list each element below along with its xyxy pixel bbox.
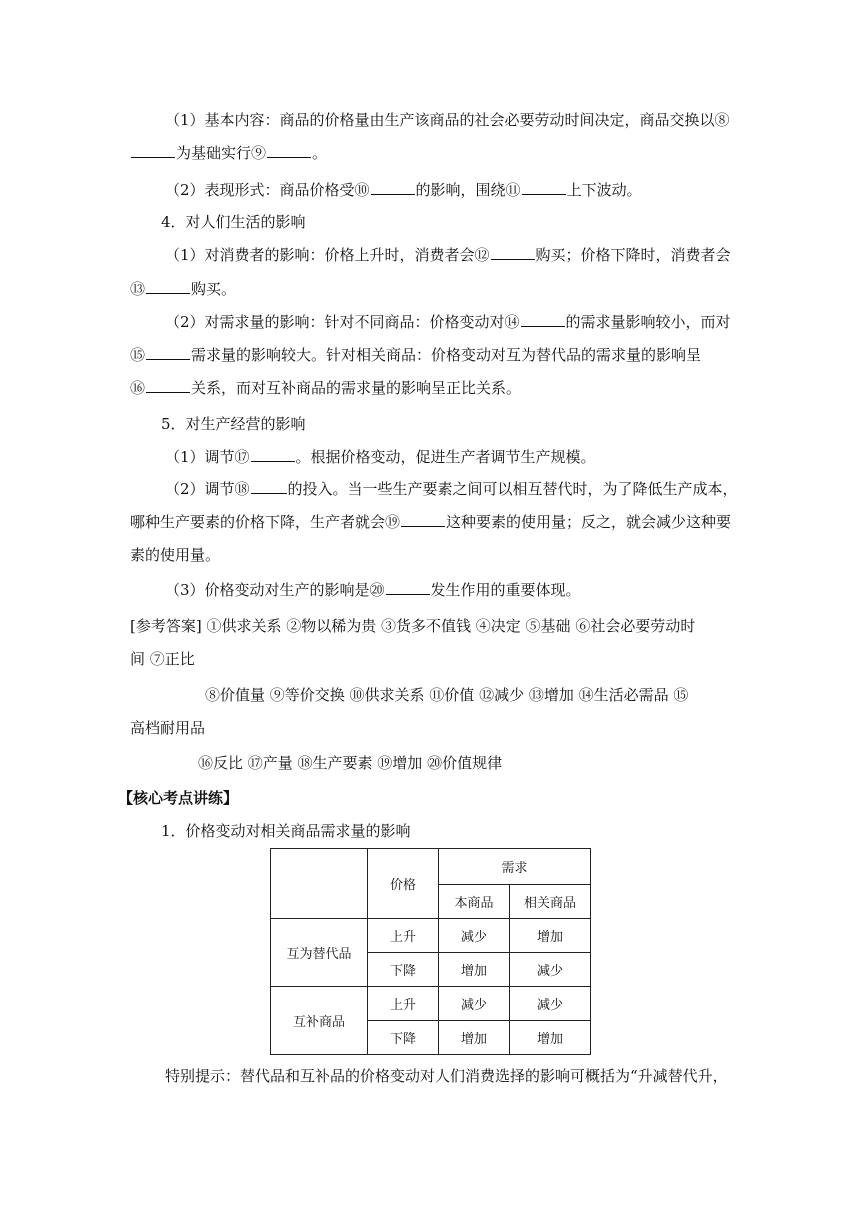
table-row <box>271 919 591 953</box>
table-row <box>271 987 591 1021</box>
table-cell-price: 上升 <box>368 987 439 1021</box>
subsection-heading-1: 1．价格变动对相关商品需求量的影响 <box>161 822 411 840</box>
table-header-related-goods: 相关商品 <box>510 885 591 919</box>
section-heading-4: 4．对人们生活的影响 <box>161 213 306 231</box>
answer-blank-17 <box>251 447 295 462</box>
table-group-substitutes: 互为替代品 <box>271 919 368 987</box>
answer-blank-20 <box>386 580 430 595</box>
table-header-demand: 需求 <box>439 849 591 885</box>
answer-blank-9 <box>267 143 311 158</box>
table-corner-cell <box>271 849 368 919</box>
content-line-6: ⑬ 购买。 <box>130 280 237 298</box>
answer-blank-19 <box>401 512 445 527</box>
content-line-3: （2）表现形式：商品价格受⑩ 的影响，围绕⑪ 上下波动。 <box>165 181 642 199</box>
answer-key-line-2: 间 ⑦正比 <box>130 650 195 668</box>
section-title-core-points: 【核心考点讲练】 <box>118 789 239 807</box>
answer-blank-12 <box>491 245 535 260</box>
table-cell-price: 下降 <box>368 1021 439 1055</box>
table-cell-related: 增加 <box>510 919 591 953</box>
section-heading-5: 5．对生产经营的影响 <box>161 415 306 433</box>
answer-key-line-3: ⑧价值量 ⑨等价交换 ⑩供求关系 ⑪价值 ⑫减少 ⑬增加 ⑭生活必需品 ⑮ <box>205 686 689 704</box>
price-demand-table <box>270 848 591 1055</box>
answer-blank-8 <box>131 143 175 158</box>
content-line-1: （1）基本内容：商品的价格量由生产该商品的社会必要劳动时间决定，商品交换以⑧ <box>165 111 730 129</box>
content-line-2: 为基础实行⑨ 。 <box>130 143 327 163</box>
table-cell-related: 增加 <box>510 1021 591 1055</box>
answer-key-line-5: ⑯反比 ⑰产量 ⑱生产要素 ⑲增加 ⑳价值规律 <box>198 754 503 772</box>
content-line-9: ⑯ 关系，而对互补商品的需求量的影响呈正比关系。 <box>130 379 522 397</box>
content-line-8: ⑮ 需求量的影响较大。针对相关商品：价格变动对互为替代品的需求量的影响呈 <box>130 346 702 364</box>
answer-key-line-1: [参考答案] ①供求关系 ②物以稀为贵 ③货多不值钱 ④决定 ⑤基础 ⑥社会必要劳动时 <box>130 617 696 635</box>
content-line-11: （1）调节⑰ 。根据价格变动，促进生产者调节生产规模。 <box>165 448 596 466</box>
content-line-7: （2）对需求量的影响：针对不同商品：价格变动对⑭ 的需求量影响较小，而对 <box>165 313 731 331</box>
table-cell-own: 增加 <box>439 1021 510 1055</box>
content-line-13: 哪种生产要素的价格下降，生产者就会⑲ 这种要素的使用量；反之，就会减少这种要 <box>130 513 732 531</box>
answer-blank-15 <box>146 345 190 360</box>
table-cell-price: 下降 <box>368 953 439 987</box>
table-cell-price: 上升 <box>368 919 439 953</box>
table-cell-own: 减少 <box>439 987 510 1021</box>
table-header-own-goods: 本商品 <box>439 885 510 919</box>
table-cell-own: 减少 <box>439 919 510 953</box>
table-header-price: 价格 <box>368 849 439 919</box>
answer-blank-10 <box>371 180 415 195</box>
table-cell-own: 增加 <box>439 953 510 987</box>
answer-blank-13 <box>146 279 190 294</box>
answer-blank-18 <box>251 479 287 494</box>
answer-blank-14 <box>521 312 565 327</box>
special-note: 特别提示：替代品和互补品的价格变动对人们消费选择的影响可概括为“升减替代升， <box>165 1067 728 1085</box>
content-line-14: 素的使用量。 <box>130 546 221 564</box>
table-cell-related: 减少 <box>510 953 591 987</box>
answer-key-line-4: 高档耐用品 <box>130 719 206 737</box>
content-line-12: （2）调节⑱ 的投入。当一些生产要素之间可以相互替代时，为了降低生产成本， <box>165 480 738 498</box>
answer-blank-16 <box>146 378 190 393</box>
answer-blank-11 <box>522 180 566 195</box>
content-line-15: （3）价格变动对生产的影响是⑳ 发生作用的重要体现。 <box>165 581 581 599</box>
content-line-5: （1）对消费者的影响：价格上升时，消费者会⑫ 购买；价格下降时，消费者会 <box>165 246 731 264</box>
table-group-complements: 互补商品 <box>271 987 368 1055</box>
table-cell-related: 减少 <box>510 987 591 1021</box>
